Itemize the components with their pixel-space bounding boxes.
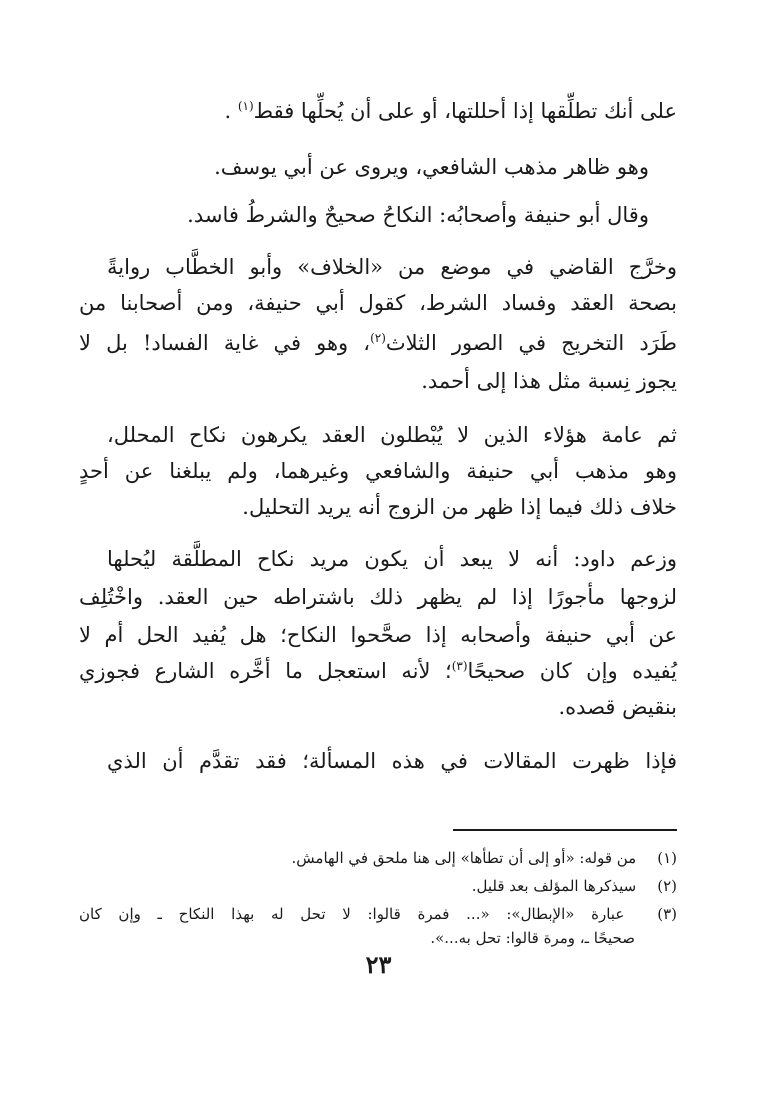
- footnote-separator: [453, 829, 677, 831]
- text-line-7: [79, 366, 677, 396]
- footnote-number: (٢): [657, 877, 677, 895]
- footnote-3: [79, 902, 677, 926]
- text-line-1: على أنك تطلِّقها إذا أحللتها، أو على أن يُحلِّها فقط$^{(١)}$ .: [224, 99, 677, 123]
- footnote-2: [79, 874, 677, 898]
- footnote-ref-3[interactable]: (٣): [451, 659, 468, 673]
- line-text: ، وهو في غاية الفساد! بل لا: [79, 331, 371, 355]
- text-line-6: [79, 328, 677, 358]
- text-line-5: [79, 288, 677, 318]
- line-text: ثم عامة هؤلاء الذين لا يُبْطلون العقد يكرهون نكاح المحلل،: [107, 423, 677, 447]
- footnote-3-continuation: [37, 926, 635, 950]
- text-line-12: [79, 582, 677, 612]
- line-text: بصحة العقد وفساد الشرط، كقول أبي حنيفة، ومن أصحابنا من: [79, 291, 677, 315]
- text-line-16: [107, 746, 677, 776]
- line-text: خلاف ذلك فيما إذا ظهر من الزوج أنه يريد التحليل.: [242, 495, 677, 519]
- footnote-ref-1[interactable]: (١): [237, 99, 254, 113]
- footnote-ref-2[interactable]: (٢): [370, 331, 386, 345]
- page-number: ٢٣: [365, 950, 392, 979]
- text-line-10: [79, 492, 677, 522]
- line-text: طَرَد التخريج في الصور الثلاث: [385, 331, 677, 355]
- line-text: وهو مذهب أبي حنيفة والشافعي وغيرهما، ولم يبلغنا عن أحدٍ: [79, 459, 677, 483]
- text-line-8: [107, 420, 677, 450]
- line-text: لزوجها مأجورًا إذا لم يظهر ذلك باشتراطه حين العقد. واخْتُلِف: [79, 585, 677, 609]
- text-line-2: [51, 152, 649, 182]
- line-text: وقال أبو حنيفة وأصحابُه: النكاحُ صحيحٌ والشرطُ فاسد.: [187, 203, 649, 227]
- line-text: وخرَّج القاضي في موضع من «الخلاف» وأبو الخطَّاب روايةً: [107, 255, 677, 279]
- footnote-text: سيذكرها المؤلف بعد قليل.: [471, 877, 637, 895]
- text-line-15: [79, 692, 677, 722]
- line-text: ؛ لأنه استعجل ما أخَّره الشارع فجوزي: [79, 659, 452, 683]
- footnote-text: صحيحًا ـ، ومرة قالوا: تحل به...».: [430, 929, 635, 947]
- text-line-9: [79, 456, 677, 486]
- text-line-4: [107, 252, 677, 282]
- line-text: عن أبي حنيفة وأصحابه إذا صحَّحوا النكاح؛ هل يُفيد الحل أم لا: [79, 623, 677, 647]
- text-line-11: [107, 544, 677, 574]
- footnote-number: (١): [657, 849, 677, 867]
- line-text: وهو ظاهر مذهب الشافعي، ويروى عن أبي يوسف.: [214, 155, 649, 179]
- footnote-number: (٣): [657, 905, 677, 923]
- footnote-text: من قوله: «أو إلى أن تطأها» إلى هنا ملحق في الهامش.: [291, 849, 637, 867]
- text-line-3: [51, 200, 649, 230]
- line-text: يُفيده وإن كان صحيحًا: [467, 659, 677, 683]
- text-line-14: [79, 656, 677, 686]
- text-line-13: [79, 620, 677, 650]
- line-text: بنقيض قصده.: [558, 695, 677, 719]
- footnote-1: [79, 846, 677, 870]
- line-text: وزعم داود: أنه لا يبعد أن يكون مريد نكاح المطلَّقة ليُحلها: [107, 547, 677, 571]
- footnote-text: عبارة «الإبطال»: «... فمرة قالوا: لا تحل له بهذا النكاح ـ وإن كان: [79, 905, 625, 923]
- line-text: يجوز نِسبة مثل هذا إلى أحمد.: [421, 369, 677, 393]
- line-text: على أنك تطلِّقها إذا أحللتها، أو على أن يُحلِّها فقط: [253, 99, 677, 123]
- line-text: فإذا ظهرت المقالات في هذه المسألة؛ فقد تقدَّم أن الذي: [107, 749, 677, 773]
